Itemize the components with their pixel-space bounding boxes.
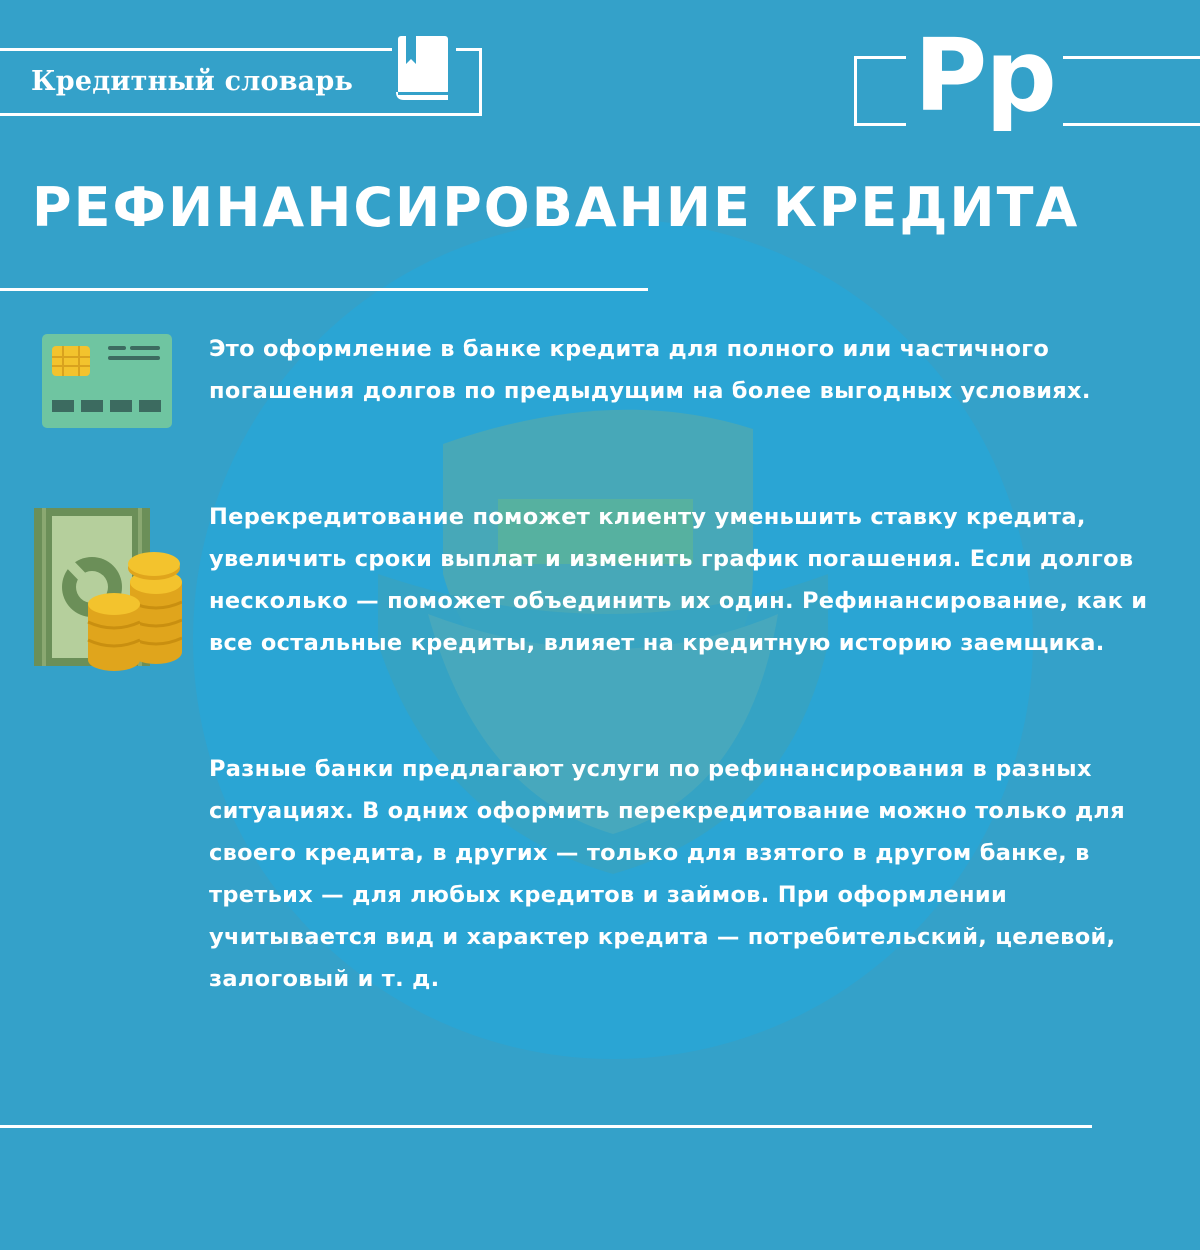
definition-paragraph: Это оформление в банке кредита для полного или частичного погашения долгов по предыдущим на более выгодных условиях.: [209, 336, 1091, 404]
money-stack-coins-icon: [34, 506, 182, 672]
letter-heading: Рр: [906, 16, 1063, 136]
dictionary-label: Кредитный словарь: [31, 66, 353, 97]
banks-paragraph: Разные банки предлагают услуги по рефинансирования в разных ситуациях. В одних оформить перекредитование можно только для своего кредита, в других — только для взятого в другом банке, в третьих — для любых кредитов и займов. При оформлении учитывается вид и характер кредита — потребительский, целевой, залоговый и т. д.: [209, 756, 1125, 992]
divider-top: [0, 288, 648, 291]
credit-card-icon: [42, 334, 172, 428]
divider-bottom: [0, 1125, 1092, 1128]
page-title: РЕФИНАНСИРОВАНИЕ КРЕДИТА: [32, 176, 1080, 239]
benefits-paragraph: Перекредитование поможет клиенту уменьшить ставку кредита, увеличить сроки выплат и изменить график погашения. Если долгов несколько — поможет объединить их один. Рефинансирование, как и все остальные кредиты, влияет на кредитную историю заемщика.: [209, 504, 1148, 656]
book-icon: [392, 34, 456, 106]
